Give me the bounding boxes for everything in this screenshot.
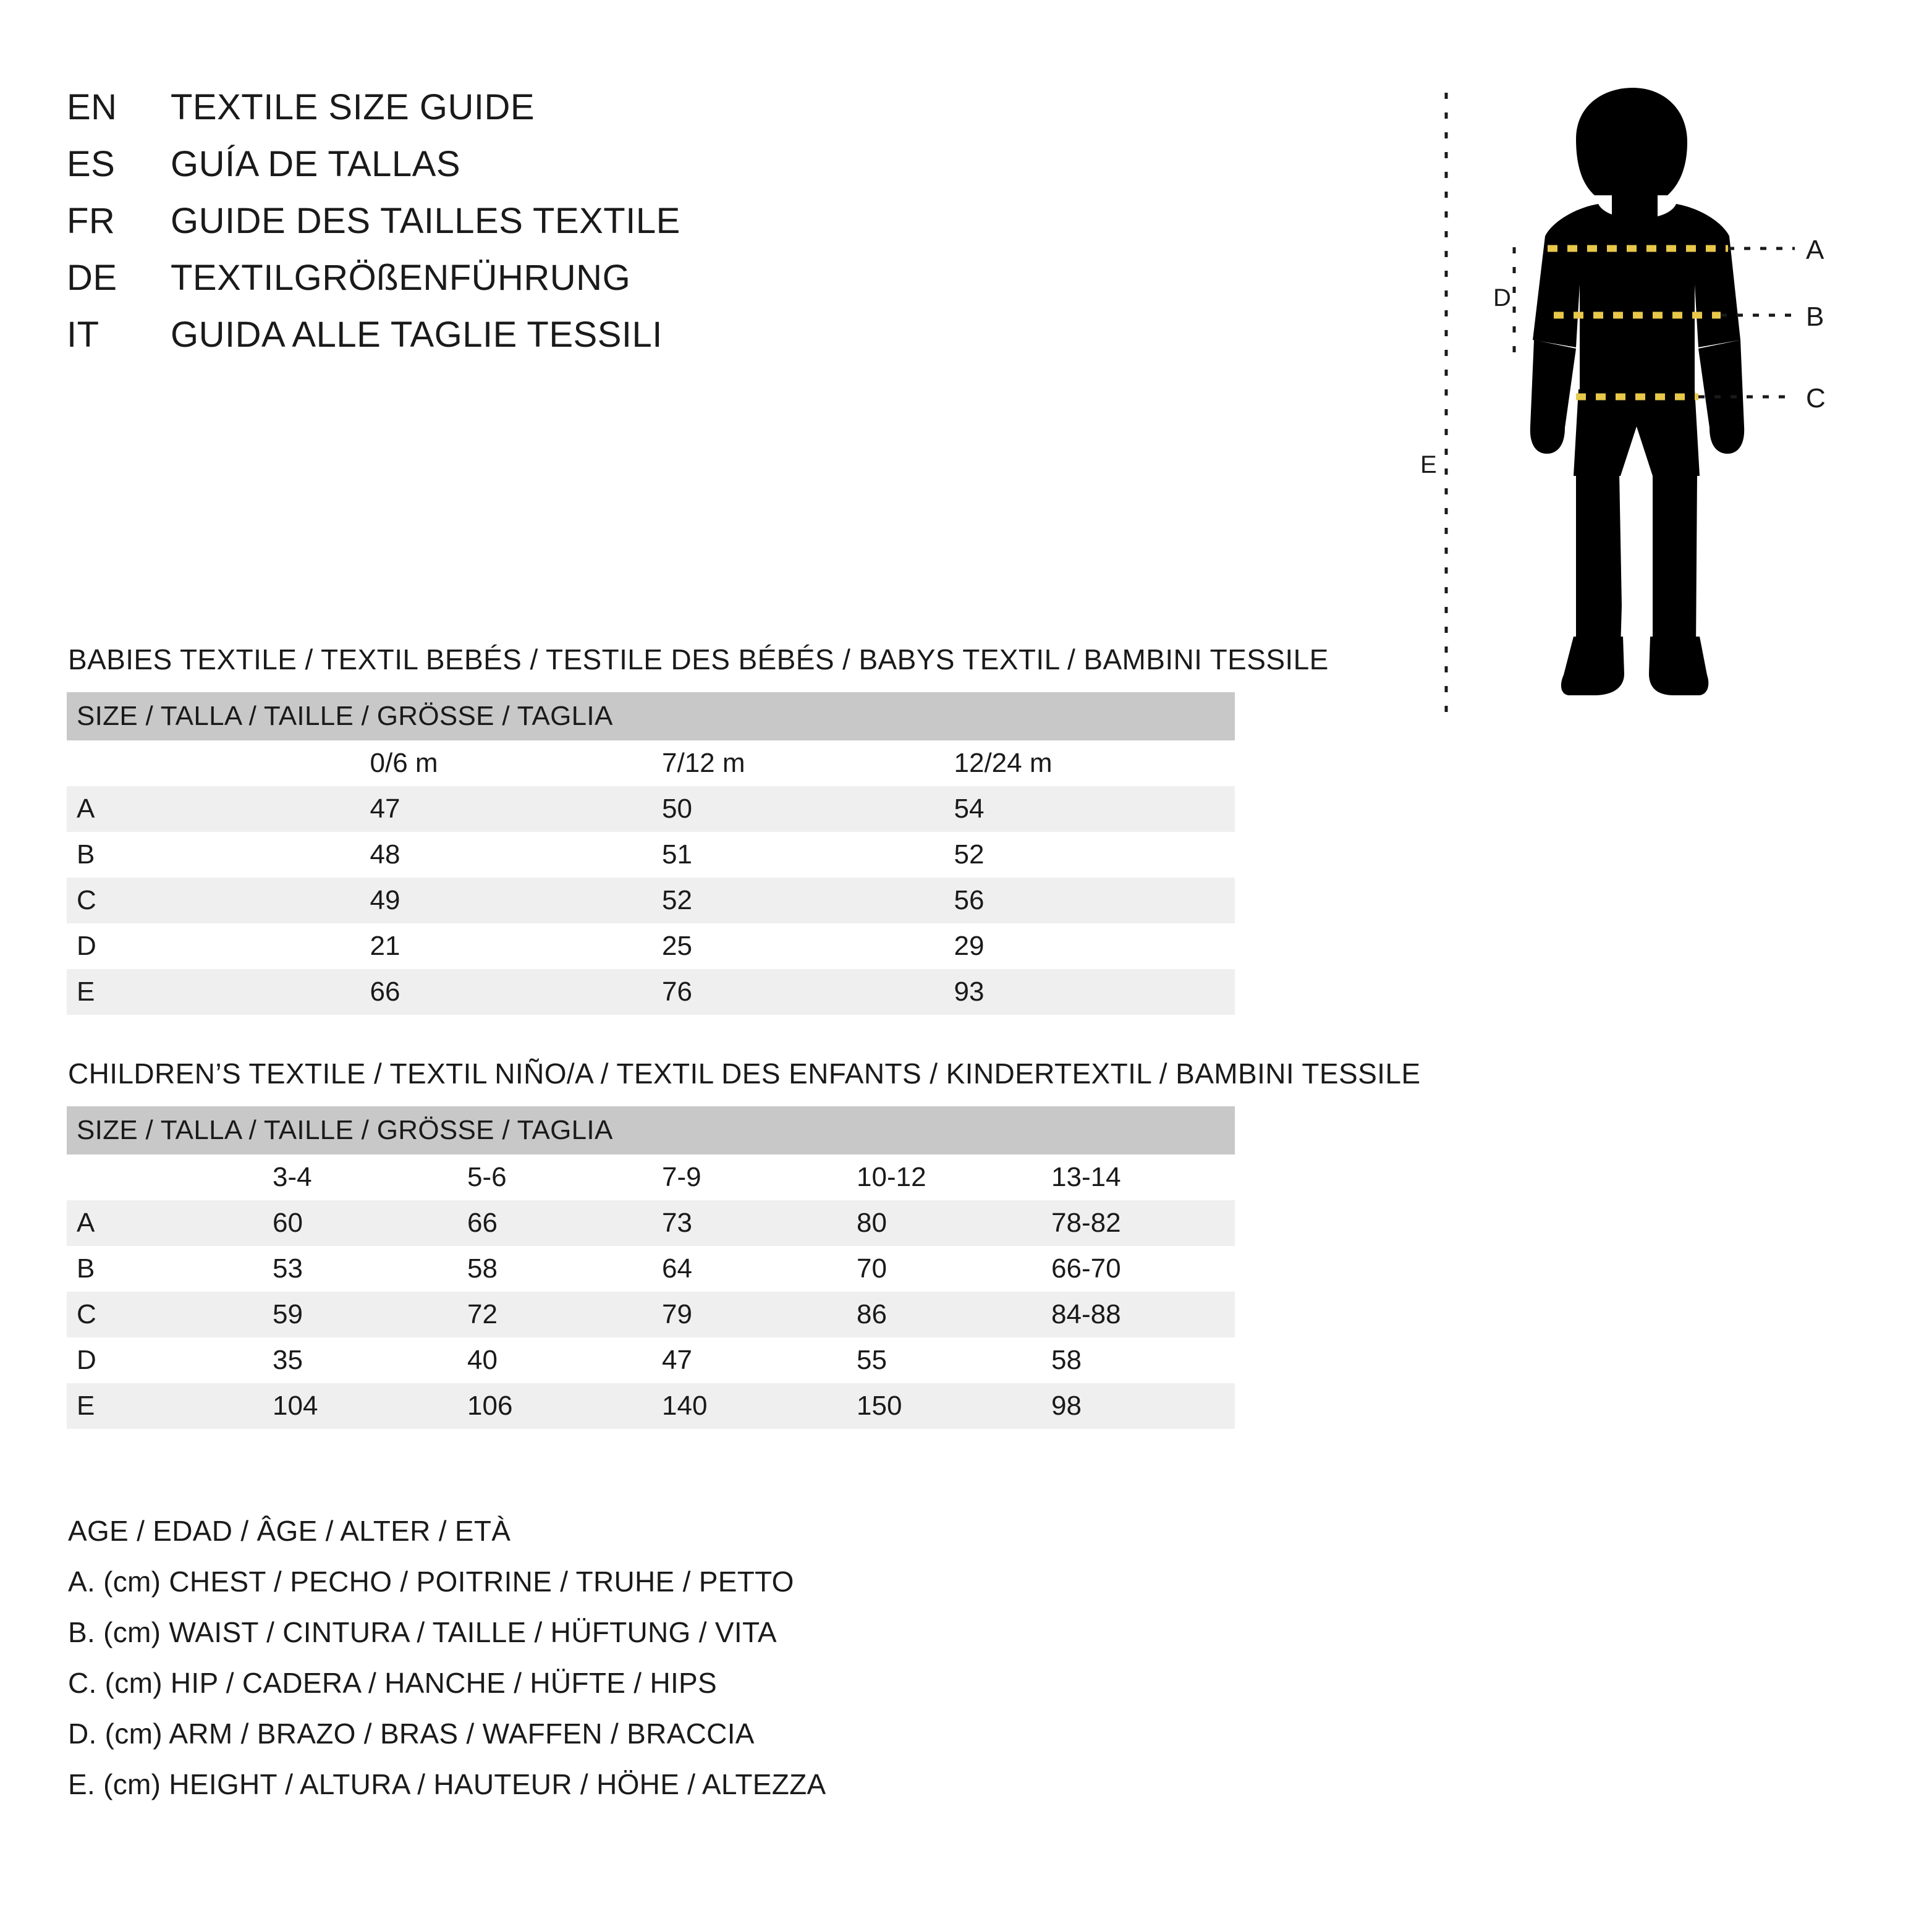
babies-col-1: 7/12 m [651, 740, 943, 786]
children-e-2: 140 [651, 1383, 845, 1429]
language-code-en: EN [67, 87, 117, 127]
legend-height: E. (cm) HEIGHT / ALTURA / HAUTEUR / HÖHE / ALTEZZA [68, 1768, 826, 1800]
children-col-1: 5-6 [456, 1155, 651, 1200]
children-b-3: 70 [845, 1246, 1040, 1292]
babies-b-2: 52 [943, 832, 1235, 878]
callout-label-b: B [1806, 302, 1824, 332]
language-row-en [67, 87, 1241, 143]
babies-section-title: BABIES TEXTILE / TEXTIL BEBÉS / TESTILE DES BÉBÉS / BABYS TEXTIL / BAMBINI TESSILE [68, 643, 1329, 676]
children-d-2: 47 [651, 1337, 845, 1383]
measurement-legend [68, 1514, 1428, 1818]
babies-col-2: 12/24 m [943, 740, 1235, 786]
babies-a-2: 54 [943, 786, 1235, 832]
children-col-4: 13-14 [1040, 1155, 1235, 1200]
babies-row-label-d: D [67, 923, 359, 969]
language-text-en: TEXTILE SIZE GUIDE [171, 87, 535, 127]
babies-c-2: 56 [943, 878, 1235, 923]
language-code-de: DE [67, 258, 117, 298]
children-row-label-a: A [67, 1200, 261, 1246]
babies-e-0: 66 [359, 969, 651, 1015]
children-row-label-c: C [67, 1292, 261, 1337]
babies-c-0: 49 [359, 878, 651, 923]
language-row-fr [67, 200, 1241, 257]
children-e-0: 104 [261, 1383, 456, 1429]
language-row-de [67, 257, 1241, 314]
children-col-0: 3-4 [261, 1155, 456, 1200]
babies-col-0: 0/6 m [359, 740, 651, 786]
table-row [67, 1292, 1235, 1337]
children-b-1: 58 [456, 1246, 651, 1292]
children-e-4: 98 [1040, 1383, 1235, 1429]
children-c-3: 86 [845, 1292, 1040, 1337]
table-header-row [67, 1106, 1235, 1155]
children-a-1: 66 [456, 1200, 651, 1246]
table-row [67, 786, 1235, 832]
babies-size-table [67, 692, 1235, 1015]
table-row [67, 969, 1235, 1015]
table-row [67, 1383, 1235, 1429]
children-d-3: 55 [845, 1337, 1040, 1383]
table-row [67, 923, 1235, 969]
children-e-3: 150 [845, 1383, 1040, 1429]
children-b-0: 53 [261, 1246, 456, 1292]
babies-a-0: 47 [359, 786, 651, 832]
children-c-0: 59 [261, 1292, 456, 1337]
callout-label-c: C [1806, 383, 1826, 413]
children-c-2: 79 [651, 1292, 845, 1337]
children-d-0: 35 [261, 1337, 456, 1383]
children-a-0: 60 [261, 1200, 456, 1246]
children-a-3: 80 [845, 1200, 1040, 1246]
legend-waist: B. (cm) WAIST / CINTURA / TAILLE / HÜFTUNG / VITA [68, 1616, 777, 1648]
babies-e-1: 76 [651, 969, 943, 1015]
babies-row-label-c: C [67, 878, 359, 923]
corner-cell [67, 740, 359, 786]
legend-chest: A. (cm) CHEST / PECHO / POITRINE / TRUHE / PETTO [68, 1566, 794, 1598]
legend-hip: C. (cm) HIP / CADERA / HANCHE / HÜFTE / HIPS [68, 1667, 718, 1699]
corner-cell [67, 1155, 261, 1200]
table-row [67, 1246, 1235, 1292]
table-column-row [67, 740, 1235, 786]
children-a-4: 78-82 [1040, 1200, 1235, 1246]
children-row-label-e: E [67, 1383, 261, 1429]
language-code-it: IT [67, 315, 100, 355]
language-text-de: TEXTILGRÖßENFÜHRUNG [171, 258, 631, 298]
babies-b-0: 48 [359, 832, 651, 878]
babies-e-2: 93 [943, 969, 1235, 1015]
children-b-4: 66-70 [1040, 1246, 1235, 1292]
children-table-header: SIZE / TALLA / TAILLE / GRÖSSE / TAGLIA [67, 1106, 1235, 1155]
measurement-figure [1391, 80, 1885, 760]
children-col-3: 10-12 [845, 1155, 1040, 1200]
children-size-table [67, 1106, 1235, 1429]
babies-d-0: 21 [359, 923, 651, 969]
language-title-block [67, 87, 1241, 371]
children-col-2: 7-9 [651, 1155, 845, 1200]
table-column-row [67, 1155, 1235, 1200]
children-row-label-b: B [67, 1246, 261, 1292]
legend-age: AGE / EDAD / ÂGE / ALTER / ETÀ [68, 1515, 511, 1547]
callout-label-d: D [1493, 284, 1511, 311]
babies-d-2: 29 [943, 923, 1235, 969]
callout-label-e: E [1420, 451, 1437, 478]
language-code-fr: FR [67, 201, 116, 241]
table-row [67, 832, 1235, 878]
language-text-es: GUÍA DE TALLAS [171, 144, 461, 184]
language-row-es [67, 143, 1241, 200]
children-d-4: 58 [1040, 1337, 1235, 1383]
children-row-label-d: D [67, 1337, 261, 1383]
children-section-title: CHILDREN’S TEXTILE / TEXTIL NIÑO/A / TEXTIL DES ENFANTS / KINDERTEXTIL / BAMBINI TESSILE [68, 1057, 1421, 1090]
children-a-2: 73 [651, 1200, 845, 1246]
children-e-1: 106 [456, 1383, 651, 1429]
children-c-1: 72 [456, 1292, 651, 1337]
table-row [67, 1337, 1235, 1383]
table-row [67, 1200, 1235, 1246]
language-row-it [67, 314, 1241, 371]
babies-row-label-e: E [67, 969, 359, 1015]
babies-table-header: SIZE / TALLA / TAILLE / GRÖSSE / TAGLIA [67, 692, 1235, 740]
children-c-4: 84-88 [1040, 1292, 1235, 1337]
table-header-row [67, 692, 1235, 740]
babies-c-1: 52 [651, 878, 943, 923]
language-text-fr: GUIDE DES TAILLES TEXTILE [171, 201, 680, 241]
babies-b-1: 51 [651, 832, 943, 878]
babies-d-1: 25 [651, 923, 943, 969]
babies-row-label-b: B [67, 832, 359, 878]
child-silhouette [1530, 88, 1744, 695]
language-code-es: ES [67, 144, 116, 184]
children-b-2: 64 [651, 1246, 845, 1292]
legend-arm: D. (cm) ARM / BRAZO / BRAS / WAFFEN / BRACCIA [68, 1718, 755, 1750]
table-row [67, 878, 1235, 923]
language-text-it: GUIDA ALLE TAGLIE TESSILI [171, 315, 663, 355]
callout-label-a: A [1806, 235, 1824, 265]
babies-row-label-a: A [67, 786, 359, 832]
children-d-1: 40 [456, 1337, 651, 1383]
babies-a-1: 50 [651, 786, 943, 832]
